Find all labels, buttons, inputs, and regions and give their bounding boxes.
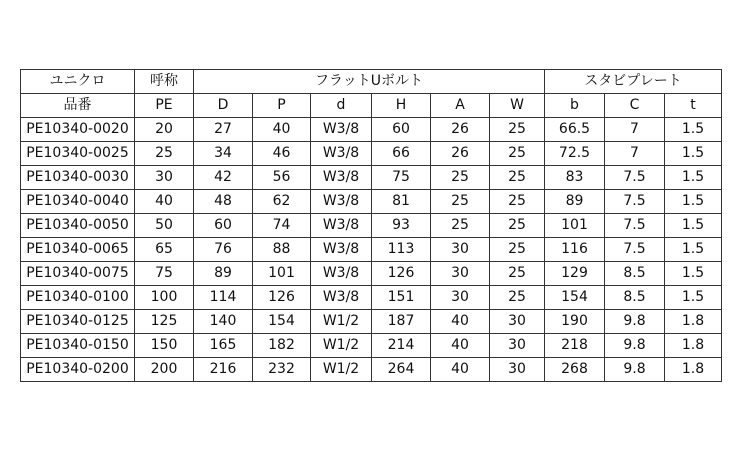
- header-col-P: P: [253, 94, 311, 118]
- table-cell: 34: [194, 142, 253, 166]
- table-cell: 113: [372, 238, 431, 262]
- table-cell: W3/8: [311, 238, 372, 262]
- table-cell: 8.5: [605, 262, 665, 286]
- table-cell: 65: [135, 238, 194, 262]
- table-cell: 1.5: [665, 190, 722, 214]
- table-cell: 1.5: [665, 118, 722, 142]
- table-row: [21, 118, 722, 142]
- header-col-C: C: [605, 94, 665, 118]
- table-cell: PE10340-0025: [21, 142, 135, 166]
- header-nominal-label: 呼称: [135, 70, 194, 94]
- table-cell: 150: [135, 334, 194, 358]
- table-cell: 140: [194, 310, 253, 334]
- table-cell: PE10340-0200: [21, 358, 135, 382]
- table-cell: 50: [135, 214, 194, 238]
- table-cell: 62: [253, 190, 311, 214]
- table-cell: 88: [253, 238, 311, 262]
- table-cell: 56: [253, 166, 311, 190]
- table-cell: 101: [253, 262, 311, 286]
- table-cell: 116: [545, 238, 605, 262]
- table-cell: 1.5: [665, 238, 722, 262]
- table-cell: 126: [372, 262, 431, 286]
- table-cell: 25: [490, 142, 545, 166]
- table-cell: 232: [253, 358, 311, 382]
- table-cell: W3/8: [311, 166, 372, 190]
- table-cell: W3/8: [311, 190, 372, 214]
- header-group-flat-u-bolt: フラットUボルト: [194, 70, 545, 94]
- table-row: [21, 334, 722, 358]
- table-cell: PE10340-0100: [21, 286, 135, 310]
- table-cell: 9.8: [605, 358, 665, 382]
- table-row: [21, 166, 722, 190]
- table-cell: 30: [490, 358, 545, 382]
- table-cell: PE10340-0125: [21, 310, 135, 334]
- table-cell: 151: [372, 286, 431, 310]
- header-col-D: D: [194, 94, 253, 118]
- table-cell: 125: [135, 310, 194, 334]
- table-cell: 46: [253, 142, 311, 166]
- table-cell: 40: [431, 358, 490, 382]
- header-col-d: d: [311, 94, 372, 118]
- table-cell: 30: [135, 166, 194, 190]
- table-cell: 8.5: [605, 286, 665, 310]
- table-cell: 83: [545, 166, 605, 190]
- table-cell: 100: [135, 286, 194, 310]
- table-cell: 154: [253, 310, 311, 334]
- table-cell: 7.5: [605, 166, 665, 190]
- table-cell: 7.5: [605, 190, 665, 214]
- table-row: [21, 310, 722, 334]
- table-cell: 25: [431, 166, 490, 190]
- table-cell: 114: [194, 286, 253, 310]
- table-cell: 60: [194, 214, 253, 238]
- table-cell: 25: [135, 142, 194, 166]
- table-cell: 154: [545, 286, 605, 310]
- table-cell: 81: [372, 190, 431, 214]
- table-cell: 30: [431, 238, 490, 262]
- header-nominal-sublabel: PE: [135, 94, 194, 118]
- table-cell: 200: [135, 358, 194, 382]
- table-cell: 1.8: [665, 310, 722, 334]
- header-col-W: W: [490, 94, 545, 118]
- table-cell: 93: [372, 214, 431, 238]
- header-col-t: t: [665, 94, 722, 118]
- table-cell: 30: [431, 286, 490, 310]
- header-part-number-sublabel: 品番: [21, 94, 135, 118]
- table-cell: 40: [253, 118, 311, 142]
- table-cell: 74: [253, 214, 311, 238]
- table-cell: PE10340-0040: [21, 190, 135, 214]
- header-col-H: H: [372, 94, 431, 118]
- table-cell: 182: [253, 334, 311, 358]
- table-cell: 30: [490, 334, 545, 358]
- table-cell: PE10340-0030: [21, 166, 135, 190]
- table-row: [21, 214, 722, 238]
- table-cell: W1/2: [311, 358, 372, 382]
- table-cell: PE10340-0150: [21, 334, 135, 358]
- table-row: [21, 142, 722, 166]
- table-row: [21, 238, 722, 262]
- table-cell: 25: [490, 262, 545, 286]
- table-cell: 25: [490, 118, 545, 142]
- table-cell: 7: [605, 142, 665, 166]
- table-cell: 25: [431, 214, 490, 238]
- table-cell: 40: [135, 190, 194, 214]
- table-cell: 25: [490, 214, 545, 238]
- table-cell: 20: [135, 118, 194, 142]
- header-part-number-label: ユニクロ: [21, 70, 135, 94]
- table-cell: 190: [545, 310, 605, 334]
- table-cell: 76: [194, 238, 253, 262]
- table-cell: 1.5: [665, 142, 722, 166]
- table-cell: W3/8: [311, 142, 372, 166]
- table-cell: 26: [431, 118, 490, 142]
- table-header: [21, 70, 722, 118]
- table-cell: 1.5: [665, 214, 722, 238]
- table-row: [21, 286, 722, 310]
- table-cell: 48: [194, 190, 253, 214]
- table-cell: W1/2: [311, 310, 372, 334]
- table-cell: 165: [194, 334, 253, 358]
- table-cell: W3/8: [311, 286, 372, 310]
- table-row: [21, 358, 722, 382]
- table-cell: 1.8: [665, 334, 722, 358]
- table-cell: 187: [372, 310, 431, 334]
- table-cell: W3/8: [311, 118, 372, 142]
- table-cell: PE10340-0065: [21, 238, 135, 262]
- table-cell: 25: [490, 238, 545, 262]
- table-cell: 216: [194, 358, 253, 382]
- table-cell: 75: [135, 262, 194, 286]
- table-cell: 26: [431, 142, 490, 166]
- table-cell: 25: [490, 286, 545, 310]
- table-cell: 30: [431, 262, 490, 286]
- table-cell: 101: [545, 214, 605, 238]
- table-cell: W3/8: [311, 214, 372, 238]
- table-cell: 218: [545, 334, 605, 358]
- table-cell: PE10340-0050: [21, 214, 135, 238]
- table-cell: W3/8: [311, 262, 372, 286]
- table-cell: PE10340-0075: [21, 262, 135, 286]
- table-cell: 7.5: [605, 238, 665, 262]
- table-row: [21, 262, 722, 286]
- table-cell: 9.8: [605, 334, 665, 358]
- table-cell: 42: [194, 166, 253, 190]
- table-row: [21, 190, 722, 214]
- table-cell: 264: [372, 358, 431, 382]
- table-cell: 268: [545, 358, 605, 382]
- table-body: [21, 118, 722, 382]
- table-cell: 1.5: [665, 166, 722, 190]
- table-cell: 1.5: [665, 262, 722, 286]
- table-cell: 89: [194, 262, 253, 286]
- table-cell: 40: [431, 310, 490, 334]
- header-group-stabi-plate: スタビプレート: [545, 70, 722, 94]
- table-cell: PE10340-0020: [21, 118, 135, 142]
- spec-table: [20, 69, 722, 382]
- header-col-A: A: [431, 94, 490, 118]
- table-cell: W1/2: [311, 334, 372, 358]
- table-cell: 60: [372, 118, 431, 142]
- table-cell: 89: [545, 190, 605, 214]
- table-cell: 72.5: [545, 142, 605, 166]
- table-cell: 30: [490, 310, 545, 334]
- table-cell: 25: [431, 190, 490, 214]
- table-cell: 126: [253, 286, 311, 310]
- table-cell: 66: [372, 142, 431, 166]
- header-col-b: b: [545, 94, 605, 118]
- table-cell: 7.5: [605, 214, 665, 238]
- table-cell: 7: [605, 118, 665, 142]
- table-cell: 1.8: [665, 358, 722, 382]
- table-cell: 40: [431, 334, 490, 358]
- table-cell: 66.5: [545, 118, 605, 142]
- table-cell: 75: [372, 166, 431, 190]
- table-cell: 214: [372, 334, 431, 358]
- table-cell: 9.8: [605, 310, 665, 334]
- table-cell: 1.5: [665, 286, 722, 310]
- table-cell: 129: [545, 262, 605, 286]
- table-cell: 25: [490, 190, 545, 214]
- table-cell: 25: [490, 166, 545, 190]
- table-cell: 27: [194, 118, 253, 142]
